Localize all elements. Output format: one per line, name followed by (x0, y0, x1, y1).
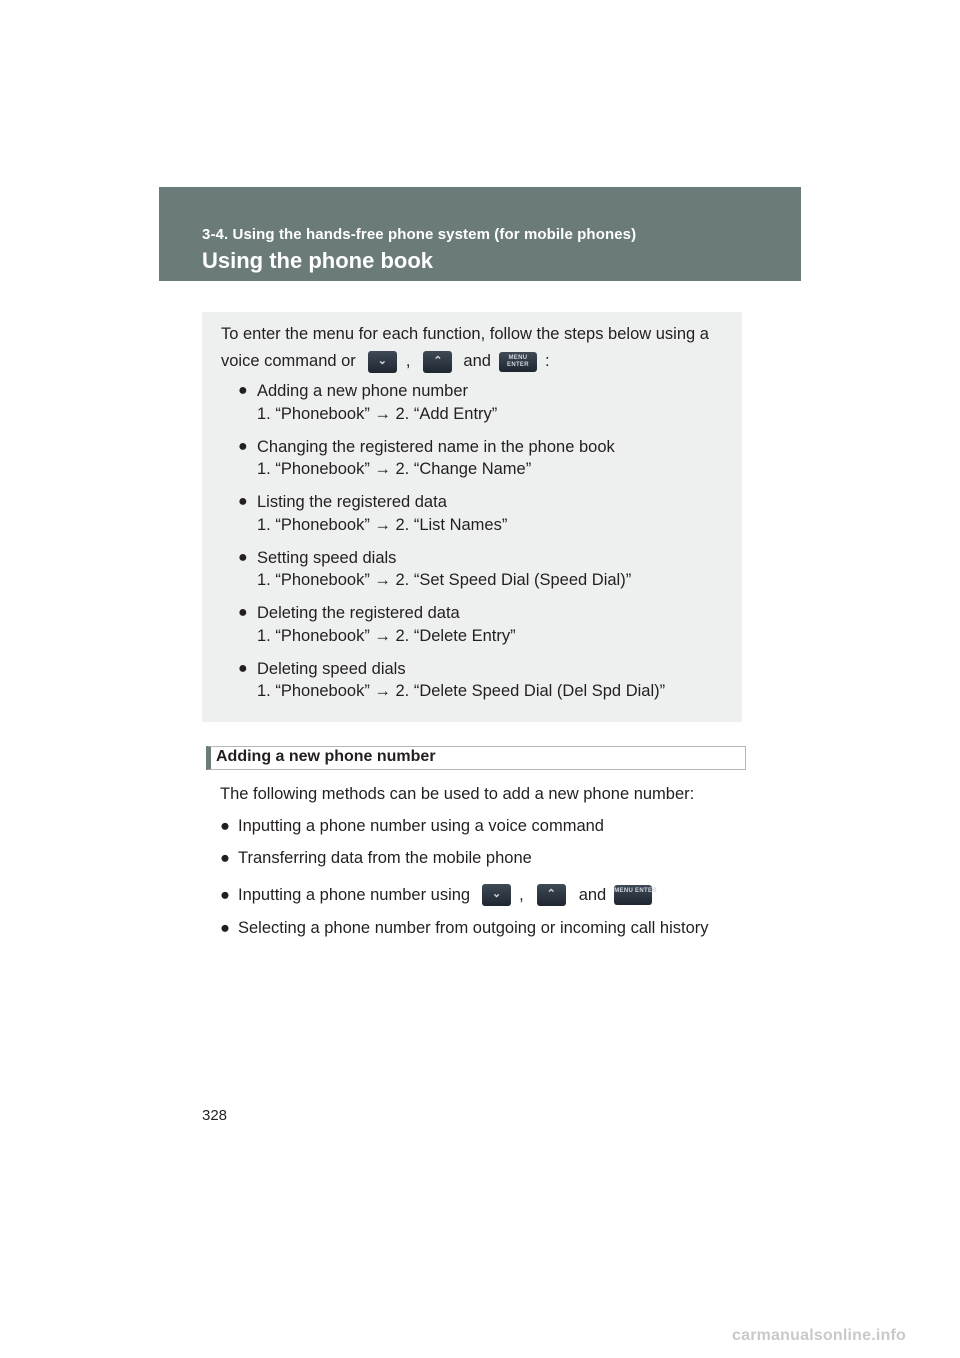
method-text: Selecting a phone number from outgoing or incoming call history (238, 919, 709, 937)
bullet-icon: ● (238, 382, 248, 399)
item-title: Listing the registered data (257, 493, 447, 511)
chapter-header (159, 187, 801, 281)
menu-enter-button-icon: MENU ENTER (614, 885, 652, 905)
intro-voice-command-text: voice command or (221, 352, 356, 370)
list-item (220, 817, 604, 836)
intro-line-2 (221, 348, 719, 375)
item-title: Changing the registered name in the phone book (257, 437, 615, 456)
intro-text (221, 321, 719, 375)
intro-and: and (463, 352, 491, 370)
page-title: Using the phone book (202, 248, 433, 273)
list-item (238, 547, 718, 592)
method-text: Transferring data from the mobile phone (238, 849, 532, 867)
menu-enter-button-icon: MENU ENTER (499, 352, 537, 372)
item-title: Deleting the registered data (257, 604, 460, 622)
item-step: 1. “Phonebook” → 2. “Delete Speed Dial (Del Spd Dial)” (257, 682, 666, 700)
chevron-up-button-icon: ⌃ (423, 351, 452, 373)
method-text: Inputting a phone number using (238, 885, 471, 904)
watermark: carmanualsonline.info (732, 1327, 907, 1344)
item-step: 1. “Phonebook” → 2. “Set Speed Dial (Speed Dial)” (257, 571, 632, 589)
menu-item-list (238, 380, 718, 713)
method-and: and (578, 885, 607, 904)
list-item (220, 849, 532, 868)
item-step: 1. “Phonebook” → 2. “Change Name” (257, 460, 532, 478)
bullet-icon: ● (238, 548, 248, 566)
page-number: 328 (202, 1107, 228, 1124)
item-title: Deleting speed dials (257, 659, 406, 678)
bullet-icon: ● (220, 919, 230, 937)
intro-colon: : (544, 352, 550, 370)
bullet-icon: ● (238, 604, 248, 621)
list-item (220, 919, 709, 938)
item-title: Adding a new phone number (257, 382, 468, 400)
list-item (238, 602, 718, 647)
item-step: 1. “Phonebook” → 2. “Add Entry” (257, 404, 498, 423)
chevron-down-button-icon: ⌄ (482, 884, 511, 906)
intro-comma: , (405, 352, 411, 370)
intro-line-1: To enter the menu for each function, follow the steps below using a (221, 325, 709, 343)
bullet-icon: ● (220, 817, 230, 835)
list-item (220, 884, 657, 906)
list-item (238, 380, 718, 425)
bullet-icon: ● (238, 437, 248, 455)
item-step: 1. “Phonebook” → 2. “List Names” (257, 515, 508, 534)
bullet-icon: ● (238, 493, 248, 510)
method-comma: , (519, 885, 524, 904)
list-item (238, 658, 718, 703)
bullet-icon: ● (220, 849, 230, 867)
section-label: 3-4. Using the hands-free phone system (for mobile phones) (202, 226, 637, 243)
chevron-up-button-icon: ⌃ (537, 884, 566, 906)
item-title: Setting speed dials (257, 548, 397, 567)
item-step: 1. “Phonebook” → 2. “Delete Entry” (257, 626, 516, 645)
bullet-icon: ● (220, 885, 230, 904)
section-heading (206, 746, 746, 770)
menu-steps-box (202, 312, 742, 722)
section-heading-text: Adding a new phone number (216, 748, 436, 765)
method-text: Inputting a phone number using a voice command (238, 817, 604, 835)
list-item (238, 436, 718, 481)
bullet-icon: ● (238, 659, 248, 677)
list-item (238, 491, 718, 536)
methods-intro: The following methods can be used to add a new phone number: (220, 785, 695, 803)
chevron-down-button-icon: ⌄ (368, 351, 397, 373)
